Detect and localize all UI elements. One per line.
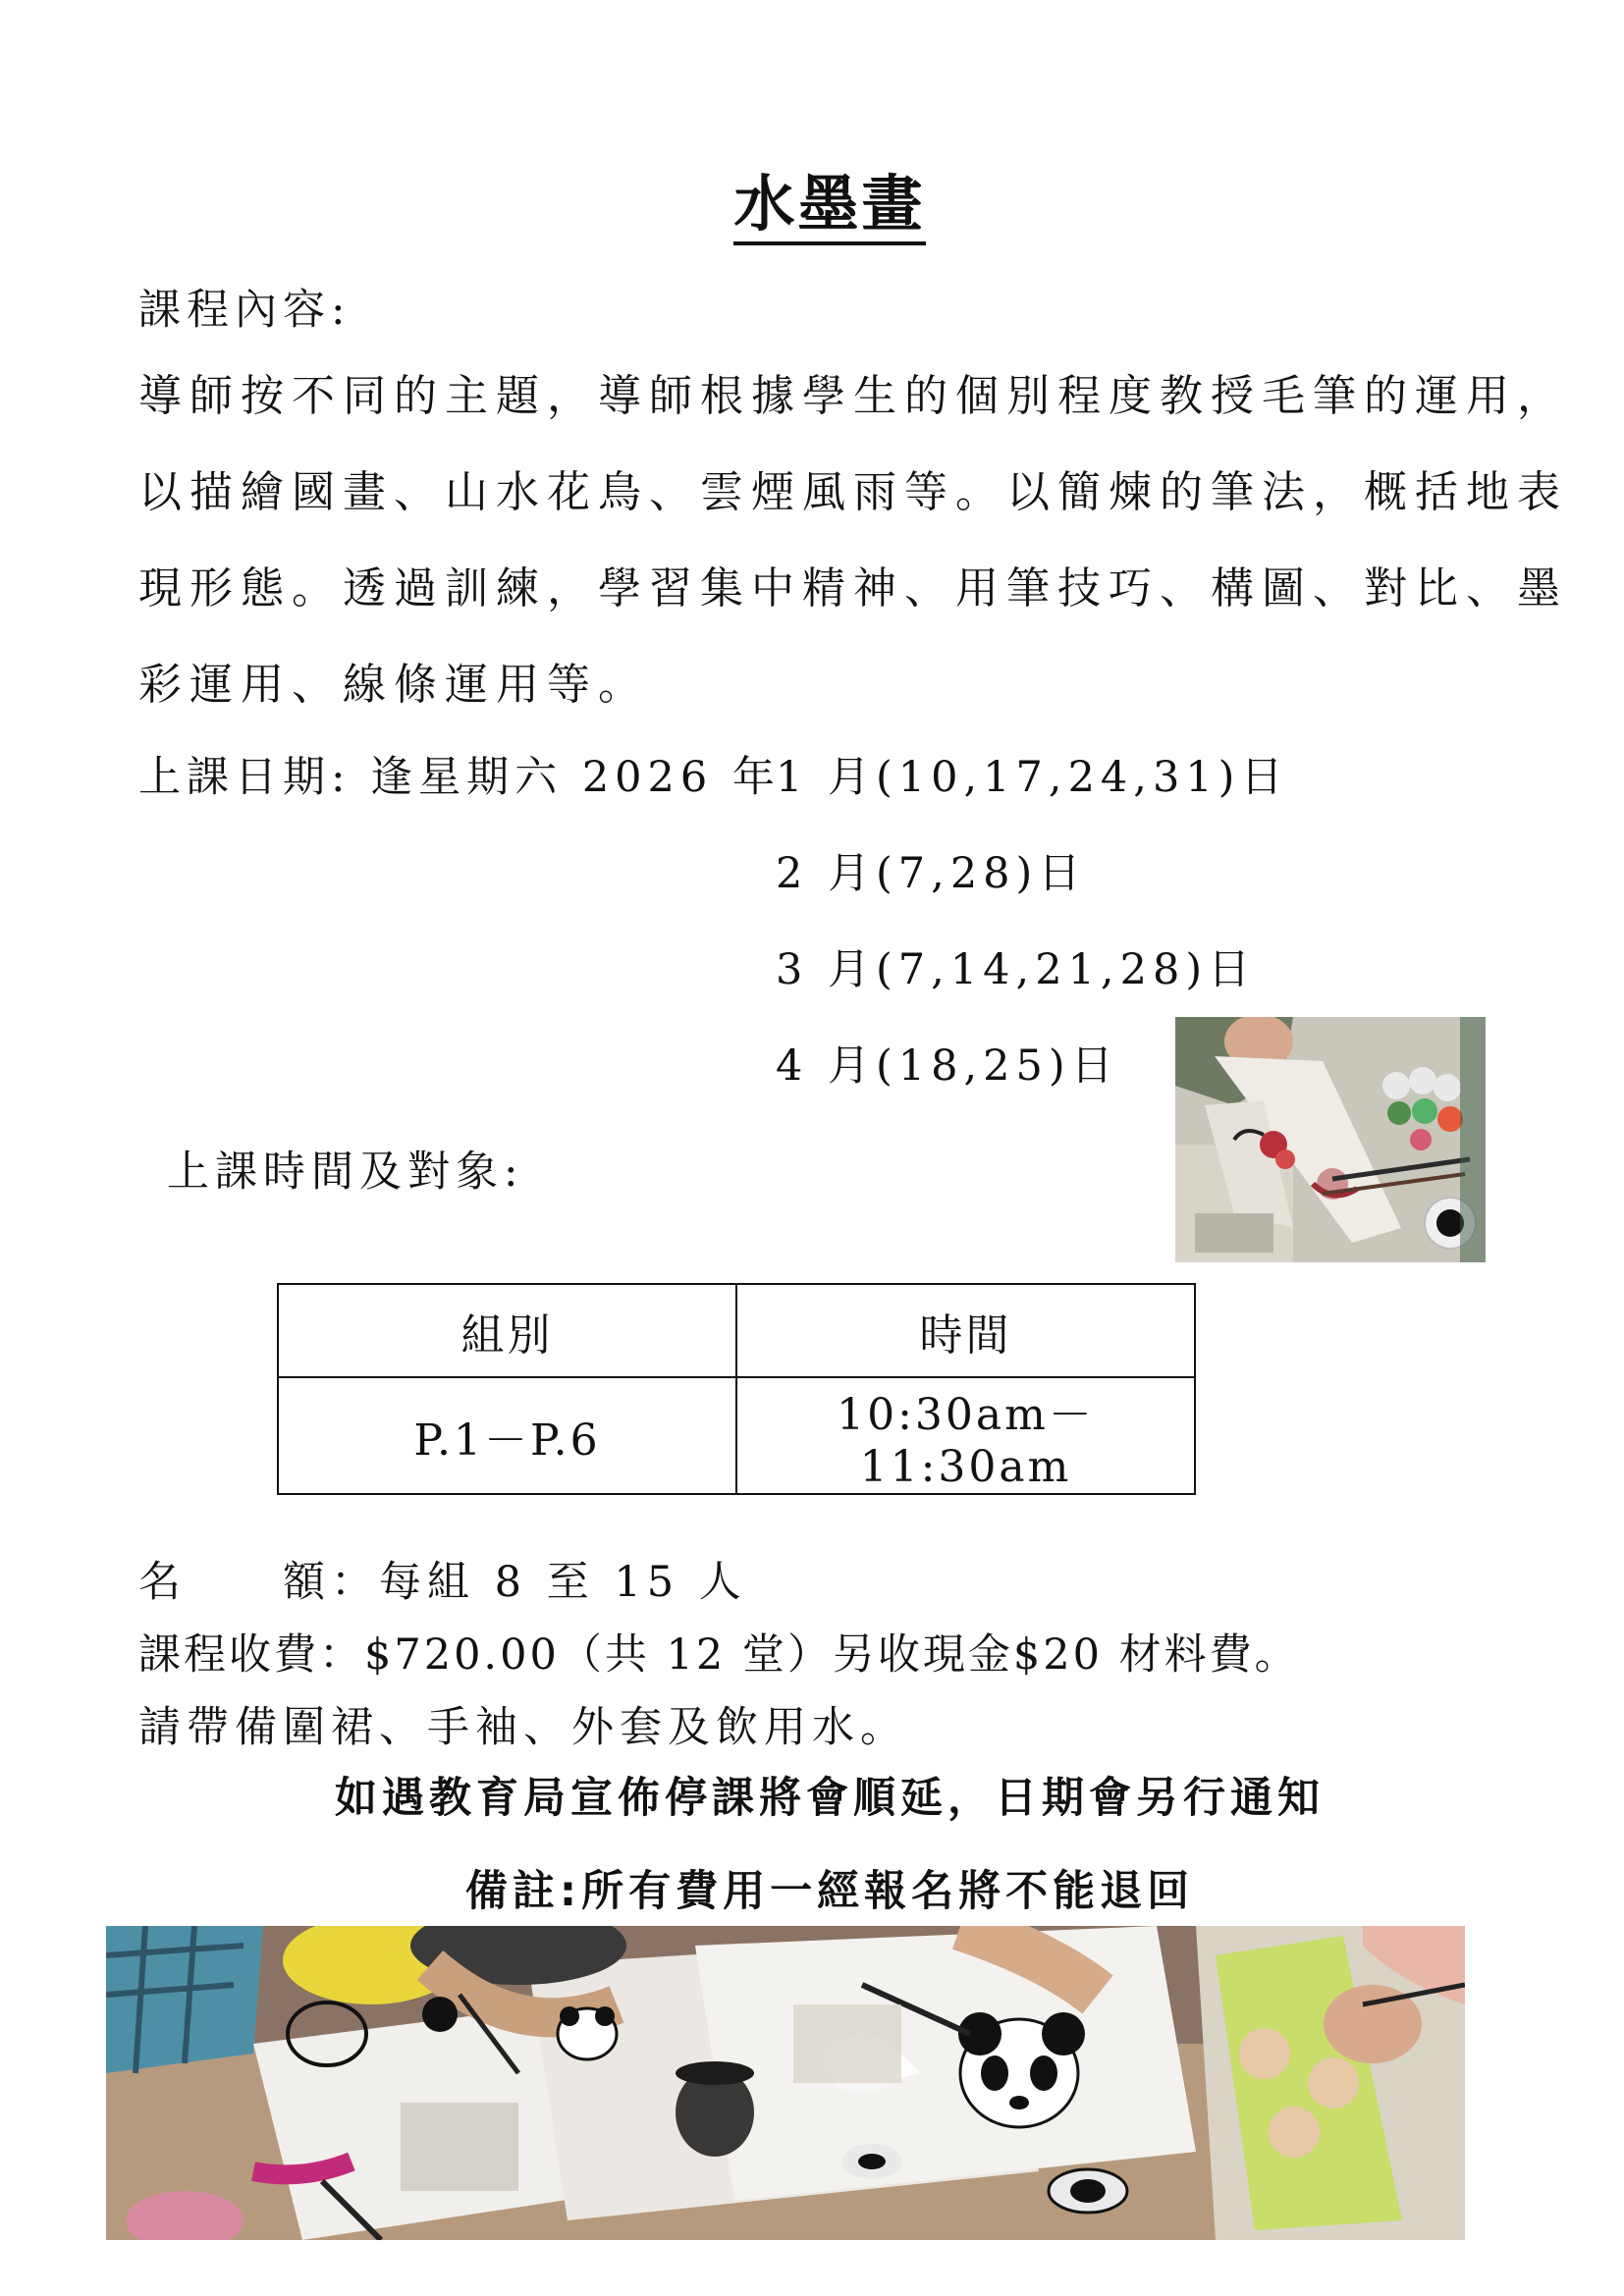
table-header-time: 時間 bbox=[736, 1284, 1195, 1377]
suspension-notice: 如遇教育局宣佈停課將會順延，日期會另行通知 bbox=[335, 1774, 1325, 1823]
description-line: 導師按不同的主題，導師根據學生的個別程度教授毛筆的運用， bbox=[138, 371, 1568, 421]
table-cell-time: 10:30am－11:30am bbox=[736, 1377, 1195, 1494]
classroom-photo bbox=[106, 1926, 1465, 2240]
description-line: 現形態。透過訓練，學習集中精神、用筆技巧、構圖、對比、墨 bbox=[138, 563, 1568, 614]
description-line: 以描繪國畫、山水花鳥、雲煙風雨等。以簡煉的筆法，概括地表 bbox=[138, 467, 1568, 517]
table-cell-group: P.1－P.6 bbox=[278, 1377, 736, 1494]
class-dates-march: 3 月(7,14,21,28)日 bbox=[776, 945, 1257, 994]
course-content-heading: 課程內容: bbox=[138, 286, 352, 335]
quota-text: 名 額：每組 8 至 15 人 bbox=[138, 1558, 747, 1607]
table-header-group: 組別 bbox=[278, 1284, 736, 1377]
description-line: 彩運用、線條運用等。 bbox=[138, 660, 649, 710]
bring-items-text: 請帶備圍裙、手袖、外套及飲用水。 bbox=[138, 1703, 908, 1752]
painting-photo-small bbox=[1175, 1017, 1486, 1262]
table-row bbox=[278, 1377, 1195, 1494]
fee-text: 課程收費：$720.00（共 12 堂）另收現金$20 材料費。 bbox=[138, 1630, 1300, 1680]
class-date-label: 上課日期: 逢星期六 2026 年 bbox=[138, 753, 781, 802]
table-header-row bbox=[278, 1284, 1195, 1377]
class-time-label: 上課時間及對象: bbox=[167, 1148, 524, 1197]
class-dates-february: 2 月(7,28)日 bbox=[776, 849, 1087, 898]
class-dates-january: 1 月(10,17,24,31)日 bbox=[776, 753, 1289, 802]
schedule-table bbox=[277, 1283, 1196, 1495]
class-dates-april: 4 月(18,25)日 bbox=[776, 1041, 1119, 1091]
page-title: 水墨畫 bbox=[0, 155, 1624, 242]
refund-notice: 備註:所有費用一經報名將不能退回 bbox=[464, 1867, 1195, 1916]
